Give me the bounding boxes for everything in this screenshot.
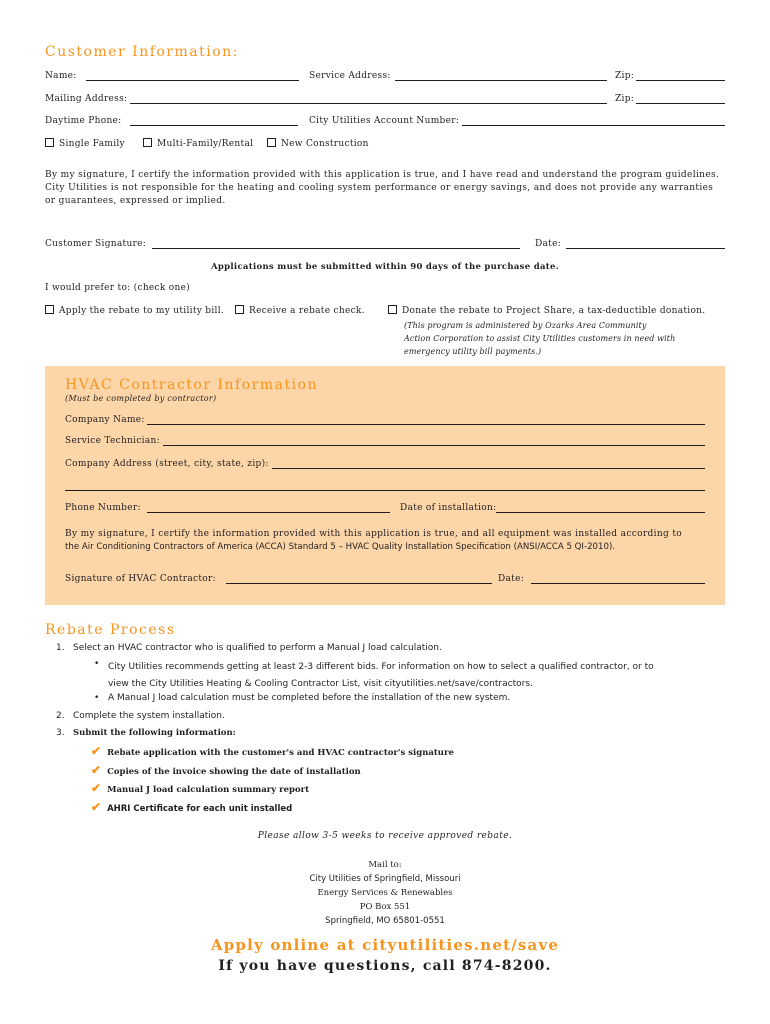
customer-date-label: Date: — [535, 239, 562, 249]
technician-field[interactable] — [163, 445, 705, 446]
step1-text: Select an HVAC contractor who is qualified to perform a Manual J load calculation. — [73, 643, 442, 653]
hvac-section-title: HVAC Contractor Information — [65, 377, 319, 393]
company-address-label: Company Address (street, city, state, zip): — [65, 459, 269, 469]
checklist-item: ✔ AHRI Certificate for each unit installed — [91, 799, 293, 814]
customer-date-field[interactable] — [566, 248, 725, 249]
questions-phone: If you have questions, call 874-8200. — [218, 958, 552, 974]
mailing-address-label: Mailing Address: — [45, 94, 128, 104]
rebate-option-check[interactable]: Receive a rebate check. — [235, 305, 365, 316]
step2-text: Complete the system installation. — [73, 711, 225, 721]
step2-number: 2. — [56, 711, 65, 721]
hvac-subtitle: (Must be completed by contractor) — [65, 394, 217, 403]
checkmark-icon: ✔ — [91, 799, 102, 814]
step1-bullet2: A Manual J load calculation must be completed before the installation of the new system. — [108, 693, 511, 703]
checkmark-icon: ✔ — [91, 781, 102, 795]
step3-text: Submit the following information: — [73, 728, 236, 738]
submission-deadline-notice: Applications must be submitted within 90 days of the purchase date. — [211, 262, 559, 272]
checkbox-icon[interactable] — [235, 305, 244, 314]
checkbox-icon[interactable] — [267, 138, 276, 147]
checklist-item: ✔ Rebate application with the customer's and HVAC contractor's signature — [91, 744, 454, 758]
allow-time-notice: Please allow 3-5 weeks to receive approved rebate. — [257, 831, 513, 841]
checkbox-icon[interactable] — [45, 138, 54, 147]
phone-field[interactable] — [147, 512, 390, 513]
step1-bullet1: City Utilities recommends getting at least 2-3 different bids. For information on how to select a qualified contractor, or to view the City Utilities Heating & Cooling Contractor List, visit cityutilities.net/save/contractors. — [108, 662, 654, 689]
rebate-option-utility-bill[interactable]: Apply the rebate to my utility bill. — [45, 305, 224, 316]
install-date-label: Date of installation: — [400, 503, 497, 513]
option-multi-family[interactable]: Multi-Family/Rental — [143, 138, 253, 149]
customer-signature-field[interactable] — [152, 248, 520, 249]
zip-label: Zip: — [615, 71, 635, 81]
option-single-family[interactable]: Single Family — [45, 138, 125, 149]
bullet-icon: • — [94, 693, 100, 703]
checkmark-icon: ✔ — [91, 744, 102, 758]
name-field[interactable] — [86, 80, 299, 81]
bullet-icon: • — [94, 659, 100, 669]
company-name-label: Company Name: — [65, 415, 145, 425]
checkbox-icon[interactable] — [45, 305, 54, 314]
checkbox-icon[interactable] — [143, 138, 152, 147]
mailing-zip-label: Zip: — [615, 94, 635, 104]
checkbox-icon[interactable] — [388, 305, 397, 314]
customer-certification-text: By my signature, I certify the information provided with this application is true, and I have read and understand the program guidelines. City Utilities is not responsible for the heating and cooling system performance or energy savings, and does not provide any warranties or guarantees, expressed or implied. — [45, 170, 720, 206]
prefer-label: I would prefer to: (check one) — [45, 283, 191, 293]
hvac-signature-label: Signature of HVAC Contractor: — [65, 574, 216, 584]
technician-label: Service Technician: — [65, 436, 160, 446]
name-label: Name: — [45, 71, 77, 81]
checklist-item: ✔ Copies of the invoice showing the date of installation — [91, 762, 361, 777]
daytime-phone-label: Daytime Phone: — [45, 116, 122, 126]
project-share-note: (This program is administered by Ozarks Area Community Action Corporation to assist City Utilities customers in need with emergency utility bill payments.) — [404, 321, 676, 356]
hvac-date-field[interactable] — [531, 583, 705, 584]
phone-label: Phone Number: — [65, 503, 141, 513]
mailing-zip-field[interactable] — [636, 103, 725, 104]
company-address-field[interactable] — [272, 468, 705, 469]
step1-number: 1. — [56, 643, 65, 653]
company-name-field[interactable] — [147, 424, 705, 425]
account-number-label: City Utilities Account Number: — [309, 116, 460, 126]
hvac-certification-text: By my signature, I certify the information provided with this application is true, and all equipment was installed according to the Air Conditioning Contractors of America (ACCA) Standard 5 – HVAC Quality Installation Specification (ANSI/ACCA 5 QI-2010). — [65, 529, 683, 552]
daytime-phone-field[interactable] — [130, 125, 298, 126]
rebate-process-title: Rebate Process — [45, 622, 176, 638]
customer-section-title: Customer Information: — [45, 44, 239, 60]
step3-number: 3. — [56, 728, 65, 738]
checkmark-icon: ✔ — [91, 762, 102, 777]
apply-online-link[interactable]: Apply online at cityutilities.net/save — [210, 936, 560, 954]
zip-field[interactable] — [636, 80, 725, 81]
hvac-signature-field[interactable] — [226, 583, 492, 584]
service-address-label: Service Address: — [309, 71, 391, 81]
mailing-address-field[interactable] — [130, 103, 607, 104]
customer-signature-label: Customer Signature: — [45, 239, 147, 249]
submission-checklist — [91, 743, 454, 817]
install-date-field[interactable] — [496, 512, 705, 513]
mailing-address-block: Mail to: City Utilities of Springfield, Missouri Energy Services & Renewables PO Box 551 Springfield, MO 65801-0551 — [309, 860, 461, 926]
company-address-field-line2[interactable] — [65, 490, 705, 491]
option-new-construction[interactable]: New Construction — [267, 138, 369, 149]
rebate-option-donate[interactable]: Donate the rebate to Project Share, a tax-deductible donation. — [388, 305, 705, 316]
hvac-date-label: Date: — [498, 574, 525, 584]
service-address-field[interactable] — [395, 80, 607, 81]
account-number-field[interactable] — [462, 125, 725, 126]
checklist-item: ✔ Manual J load calculation summary report — [91, 781, 310, 795]
